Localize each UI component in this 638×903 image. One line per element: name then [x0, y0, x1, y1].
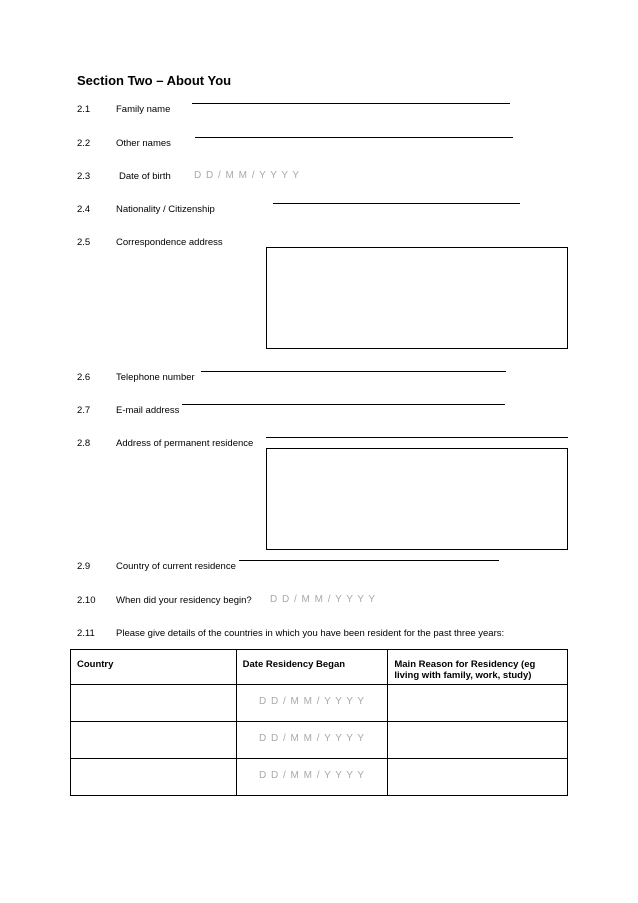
country-cell[interactable] — [71, 759, 237, 796]
correspondence-address-label: Correspondence address — [116, 237, 223, 248]
reason-cell[interactable] — [388, 685, 568, 722]
reason-cell[interactable] — [388, 722, 568, 759]
email-field[interactable] — [182, 404, 505, 405]
field-number: 2.11 — [77, 628, 95, 639]
date-cell[interactable]: D D / M M / Y Y Y Y — [236, 685, 388, 722]
reason-cell[interactable] — [388, 759, 568, 796]
field-number: 2.6 — [77, 372, 91, 383]
table-row — [71, 685, 568, 722]
header-main-reason: Main Reason for Residency (eg living with family, work, study) — [388, 650, 568, 685]
table-row — [71, 759, 568, 796]
field-number: 2.4 — [77, 204, 91, 215]
field-number: 2.8 — [77, 438, 91, 449]
field-number: 2.5 — [77, 237, 91, 248]
permanent-address-line — [266, 437, 568, 438]
country-cell[interactable] — [71, 685, 237, 722]
email-label: E-mail address — [116, 405, 180, 416]
telephone-field[interactable] — [201, 371, 506, 372]
other-names-field[interactable] — [195, 137, 513, 138]
header-date-began: Date Residency Began — [236, 650, 388, 685]
current-residence-label: Country of current residence — [116, 561, 236, 572]
residency-begin-field[interactable]: D D / M M / Y Y Y Y — [270, 594, 377, 605]
field-number: 2.2 — [77, 138, 91, 149]
date-cell[interactable]: D D / M M / Y Y Y Y — [236, 759, 388, 796]
date-cell[interactable]: D D / M M / Y Y Y Y — [236, 722, 388, 759]
family-name-field[interactable] — [192, 103, 510, 104]
permanent-address-box[interactable] — [266, 448, 568, 550]
country-cell[interactable] — [71, 722, 237, 759]
field-number: 2.9 — [77, 561, 91, 572]
field-number: 2.1 — [77, 104, 91, 115]
telephone-label: Telephone number — [116, 372, 195, 383]
other-names-label: Other names — [116, 138, 171, 149]
residency-table — [70, 649, 568, 796]
residency-begin-label: When did your residency begin? — [116, 595, 252, 606]
table-row — [71, 722, 568, 759]
date-of-birth-field[interactable]: D D / M M / Y Y Y Y — [194, 170, 301, 181]
permanent-address-label: Address of permanent residence — [116, 438, 254, 449]
nationality-label: Nationality / Citizenship — [116, 204, 215, 215]
section-title: Section Two – About You — [77, 73, 232, 88]
table-header-row — [71, 650, 568, 685]
field-number: 2.7 — [77, 405, 91, 416]
field-number: 2.3 — [77, 171, 91, 182]
current-residence-field[interactable] — [239, 560, 499, 561]
field-number: 2.10 — [77, 595, 96, 606]
date-of-birth-label: Date of birth — [119, 171, 171, 182]
correspondence-address-box[interactable] — [266, 247, 568, 349]
nationality-field[interactable] — [273, 203, 520, 204]
header-country: Country — [71, 650, 237, 685]
residency-details-label: Please give details of the countries in which you have been resident for the past three years: — [116, 628, 505, 639]
family-name-label: Family name — [116, 104, 171, 115]
